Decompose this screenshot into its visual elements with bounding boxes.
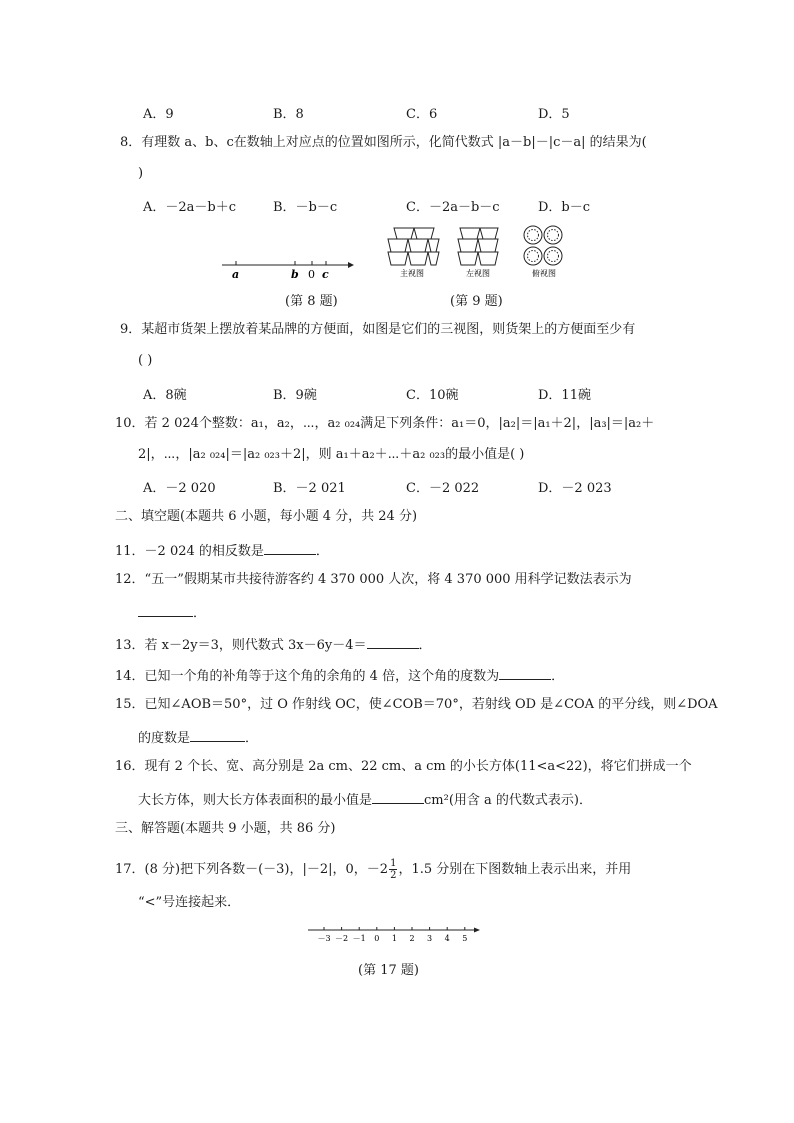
q11-text: 11．－2 024 的相反数是 <box>115 544 264 559</box>
option-b: B．－2 021 <box>273 481 346 496</box>
q13-text: 13．若 x－2y＝3，则代数式 3x－6y－4＝ <box>115 638 367 653</box>
top-view <box>524 226 562 265</box>
q16-text: 大长方体，则大长方体表面积的最小值是 <box>138 793 373 808</box>
option-d: D．b－c <box>538 200 591 215</box>
section3-title: 三、解答题(本题共 9 小题，共 86 分) <box>115 821 336 836</box>
q8-line2: ) <box>138 166 144 181</box>
q8-line1: 8．有理数 a、b、c在数轴上对应点的位置如图所示，化简代数式 |a－b|－|c－a| 的结果为( <box>120 135 647 150</box>
option-c: C．－2a－b－c <box>406 200 500 215</box>
q12-line2 <box>138 602 206 623</box>
q9-line1: 9．某超市货架上摆放着某品牌的方便面，如图是它们的三视图，则货架上的方便面至少有 <box>120 322 636 337</box>
q17-fraction-denominator: 2 <box>390 870 397 881</box>
label-front-view: 主视图 <box>400 269 424 278</box>
q8-number-line-figure <box>218 254 358 282</box>
q17-tick-label: 2 <box>409 934 415 943</box>
option-a: A．9 <box>143 107 174 122</box>
label-c: c <box>322 268 329 281</box>
q17-tick-label: 1 <box>391 934 397 943</box>
q11-line <box>115 540 329 561</box>
q11-answer-blank[interactable] <box>264 540 316 555</box>
q15-answer-blank[interactable] <box>190 727 245 742</box>
q17-text-pre: 17．(8 分)把下列各数－(－3)，|－2|，0，－2 <box>115 862 389 877</box>
q16-end: cm²(用含 a 的代数式表示)． <box>424 793 592 808</box>
q17-text-post: ，1.5 分别在下图数轴上表示出来，并用 <box>398 862 632 877</box>
q17-fraction-numerator: 1 <box>390 858 397 869</box>
q14-answer-blank[interactable] <box>499 665 551 680</box>
q14-line <box>115 665 564 686</box>
option-b: B．－b－c <box>273 200 338 215</box>
option-c: C．10碗 <box>406 388 459 403</box>
q16-answer-blank[interactable] <box>372 789 424 804</box>
label-0: 0 <box>308 268 315 281</box>
q14-end: ． <box>551 669 565 684</box>
q10-line1: 10．若 2 024个整数：a₁，a₂，⋯，a₂ ₀₂₄满足下列条件：a₁＝0，|a₂|＝|a₁＋2|，|a₃|＝|a₂＋ <box>115 416 655 431</box>
option-a: A．8碗 <box>143 388 187 403</box>
q11-end: ． <box>315 544 329 559</box>
q17-tick-label: －1 <box>352 934 366 943</box>
q16-line2 <box>138 789 592 810</box>
label-left-view: 左视图 <box>466 269 490 278</box>
q15-line1: 15．已知∠AOB＝50°，过 O 作射线 OC，使∠COB＝70°，若射线 OD 是∠COA 的平分线，则∠DOA <box>115 697 718 712</box>
option-c: C．6 <box>406 107 438 122</box>
q13-line <box>115 634 432 655</box>
section2-title: 二、填空题(本题共 6 小题，每小题 4 分，共 24 分) <box>115 509 418 524</box>
option-d: D．11碗 <box>538 388 591 403</box>
q9-line2: ( ) <box>138 353 153 368</box>
q17-tick-label: －3 <box>317 934 331 943</box>
q13-end: ． <box>418 638 432 653</box>
q17-fraction <box>389 858 397 881</box>
option-b: B．8 <box>273 107 304 122</box>
q17-tick-label: 3 <box>427 934 433 943</box>
left-view <box>458 228 498 265</box>
q17-line2: “<”号连接起来． <box>138 895 241 910</box>
label-a: a <box>232 268 240 281</box>
q9-caption: (第 9 题) <box>450 294 503 309</box>
q9-three-views-figure <box>386 224 576 280</box>
q17-tick-label: 5 <box>462 934 468 943</box>
q14-text: 14．已知一个角的补角等于这个角的余角的 4 倍，这个角的度数为 <box>115 669 500 684</box>
q8-caption: (第 8 题) <box>285 294 338 309</box>
option-c: C．－2 022 <box>406 481 480 496</box>
q17-number-line <box>306 922 484 944</box>
option-a: A．－2a－b＋c <box>143 200 237 215</box>
q15-end: ． <box>245 731 259 746</box>
q17-tick-label: 0 <box>374 934 380 943</box>
q12-end: ． <box>193 606 207 621</box>
option-b: B．9碗 <box>273 388 317 403</box>
q10-line2: 2|，⋯，|a₂ ₀₂₄|＝|a₂ ₀₂₃＋2|，则 a₁＋a₂＋⋯＋a₂ ₀₂₃的最小值是( ) <box>138 447 525 462</box>
q17-ticks <box>317 927 467 943</box>
q16-line1: 16．现有 2 个长、宽、高分别是 2a cm、22 cm、a cm 的小长方体(11<a<22)，将它们拼成一个 <box>115 759 692 774</box>
q13-answer-blank[interactable] <box>367 634 419 649</box>
option-d: D．－2 023 <box>538 481 612 496</box>
q17-tick-label: －2 <box>335 934 349 943</box>
q12-answer-blank[interactable] <box>138 602 193 617</box>
q15-text: 的度数是 <box>138 731 191 746</box>
label-top-view: 俯视图 <box>532 269 556 278</box>
q17-tick-label: 4 <box>444 934 450 943</box>
option-d: D．5 <box>538 107 570 122</box>
q17-line1 <box>115 858 631 881</box>
q15-line2 <box>138 727 258 748</box>
label-b: b <box>291 268 299 281</box>
q12-line1: 12．“五一”假期某市共接待游客约 4 370 000 人次，将 4 370 000 用科学记数法表示为 <box>115 572 632 587</box>
q17-caption: (第 17 题) <box>358 963 419 978</box>
front-view <box>388 228 439 265</box>
option-a: A．－2 020 <box>143 481 216 496</box>
